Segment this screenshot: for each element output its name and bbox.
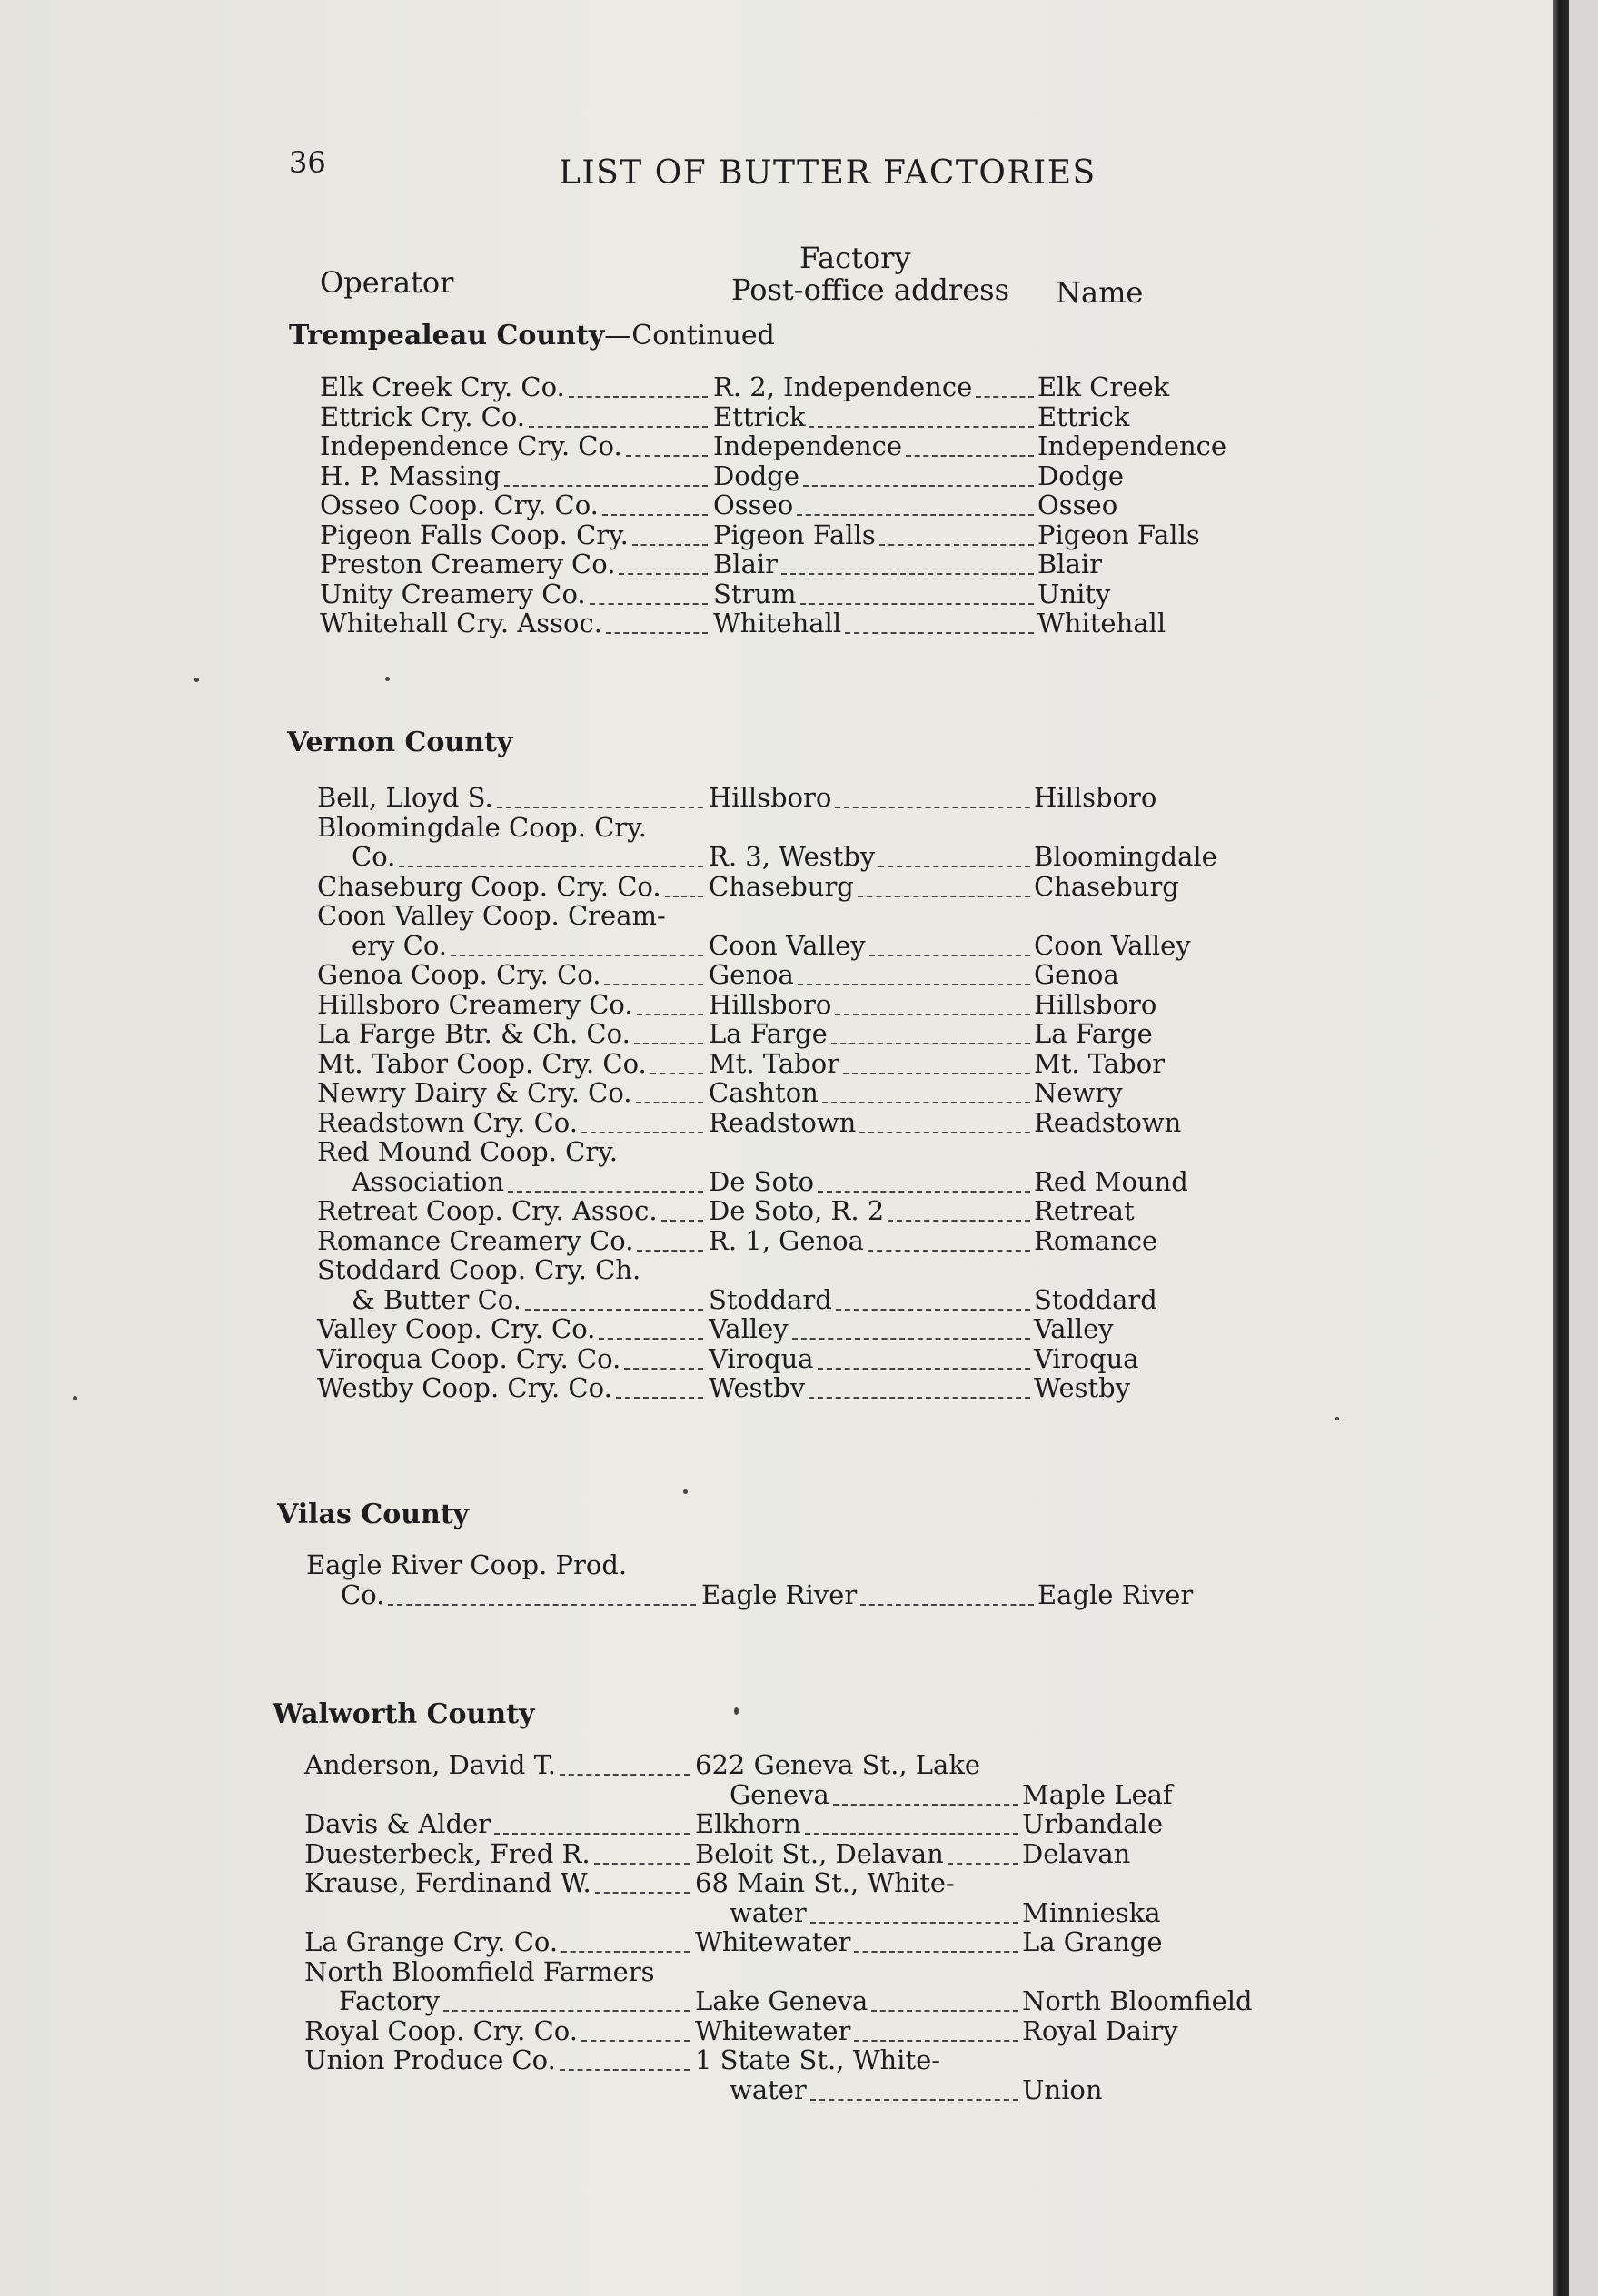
factory-name-cell: Delavan — [1022, 1837, 1131, 1869]
dot-leader — [636, 1100, 703, 1103]
speck — [385, 677, 390, 681]
dot-leader — [581, 2038, 690, 2042]
address-cell: Whitehall — [713, 608, 842, 638]
address-cell: De Soto — [709, 1165, 815, 1197]
address-cell: R. 2, Independence — [713, 371, 973, 402]
operator-cell: Chaseburg Coop. Cry. Co. — [317, 870, 661, 902]
address-cell: Hillsboro — [709, 988, 832, 1020]
operator-cell: H. P. Massing — [320, 460, 501, 491]
factory-name-cell: Union — [1022, 2073, 1103, 2105]
factory-name-cell: Coon Valley — [1034, 929, 1191, 961]
dot-leader — [800, 601, 1034, 605]
dot-leader — [626, 453, 708, 457]
speck — [73, 1396, 77, 1400]
address-cell: 68 Main St., White- — [695, 1867, 955, 1898]
dot-leader — [619, 571, 708, 575]
dot-leader — [624, 1366, 703, 1370]
dot-leader — [835, 805, 1030, 808]
operator-cell: Bell, Lloyd S. — [317, 782, 493, 813]
operator-cell: Hillsboro Creamery Co. — [317, 988, 633, 1020]
dot-leader — [451, 953, 703, 956]
dot-leader — [809, 1395, 1030, 1399]
operator-cell-continued: Association — [352, 1165, 505, 1197]
dot-leader — [637, 1248, 703, 1252]
dot-leader — [616, 1395, 703, 1399]
dot-leader — [560, 2067, 690, 2071]
operator-cell: Anderson, David T. — [304, 1749, 556, 1780]
county-heading — [273, 1698, 534, 1730]
address-cell: Dodge — [713, 460, 800, 491]
address-cell: Coon Valley — [709, 929, 866, 961]
operator-cell: Readstown Cry. Co. — [317, 1106, 578, 1138]
address-cell: De Soto, R. 2 — [709, 1195, 885, 1226]
operator-cell-continued: Factory — [339, 1985, 441, 2016]
dot-leader — [634, 1041, 703, 1044]
operator-cell: Whitehall Cry. Assoc. — [320, 608, 602, 638]
operator-cell: Osseo Coop. Cry. Co. — [320, 490, 599, 520]
address-cell: Lake Geneva — [695, 1985, 868, 2016]
factory-name-cell: Red Mound — [1034, 1165, 1188, 1197]
dot-leader — [508, 1189, 703, 1193]
address-cell: Beloit St., Delavan — [695, 1837, 944, 1869]
address-cell-continued: Geneva — [730, 1778, 829, 1810]
dot-leader — [854, 2038, 1018, 2042]
factory-name-cell: Hillsboro — [1034, 988, 1157, 1020]
factory-name-cell: North Bloomfield — [1022, 1985, 1253, 2016]
dot-leader — [798, 982, 1030, 985]
operator-cell: Mt. Tabor Coop. Cry. Co. — [317, 1047, 647, 1079]
factory-name-cell: Urbandale — [1022, 1808, 1164, 1839]
county-name: Vernon County — [287, 727, 513, 758]
county-name: Walworth County — [273, 1698, 535, 1730]
factory-name-cell: Romance — [1034, 1224, 1158, 1256]
county-heading — [277, 1499, 469, 1530]
dot-leader — [803, 483, 1034, 487]
address-cell: Pigeon Falls — [713, 519, 876, 550]
dot-leader — [529, 424, 708, 428]
dot-leader — [443, 2008, 690, 2012]
factory-name-cell: Bloomingdale — [1034, 841, 1217, 872]
dot-leader — [561, 1949, 690, 1953]
operator-cell: Pigeon Falls Coop. Cry. — [320, 519, 629, 550]
operator-cell: Retreat Coop. Cry. Assoc. — [317, 1195, 658, 1226]
operator-cell: Valley Coop. Cry. Co. — [317, 1313, 596, 1344]
operator-cell: La Farge Btr. & Ch. Co. — [317, 1018, 630, 1049]
address-cell: Viroqua — [709, 1342, 814, 1374]
dot-leader — [604, 982, 703, 985]
speck — [734, 1707, 739, 1715]
dot-leader — [560, 1772, 690, 1776]
dot-leader — [854, 1949, 1018, 1953]
operator-cell: Preston Creamery Co. — [320, 549, 616, 579]
dot-leader — [581, 1130, 703, 1133]
address-cell: Genoa — [709, 959, 794, 990]
dot-leader — [590, 601, 708, 605]
county-name: Vilas County — [277, 1499, 470, 1530]
factory-name-cell: La Farge — [1034, 1018, 1153, 1049]
page-title: LIST OF BUTTER FACTORIES — [559, 154, 1097, 192]
dot-leader — [809, 424, 1034, 428]
dot-leader — [858, 894, 1030, 897]
factory-name-cell: Blair — [1037, 549, 1103, 579]
address-cell: 1 State St., White- — [695, 2044, 941, 2075]
dot-leader — [845, 630, 1034, 634]
dot-leader — [906, 453, 1034, 457]
operator-cell-continued: Co. — [341, 1578, 385, 1610]
operator-cell: Westby Coop. Cry. Co. — [317, 1372, 612, 1403]
operator-cell: Coon Valley Coop. Cream- — [317, 900, 666, 931]
dot-leader — [569, 394, 708, 398]
operator-cell: Stoddard Coop. Cry. Ch. — [317, 1254, 641, 1285]
factory-name-cell: Dodge — [1037, 460, 1125, 491]
factory-name-cell: Eagle River — [1037, 1578, 1194, 1610]
county-name: Trempealeau County — [289, 320, 605, 351]
operator-cell: Newry Dairy & Cry. Co. — [317, 1077, 632, 1108]
dot-leader — [665, 894, 703, 897]
address-cell: Valley — [709, 1313, 789, 1344]
dot-leader — [835, 1012, 1030, 1015]
address-cell-continued: water — [730, 2073, 807, 2105]
dot-leader — [948, 1861, 1018, 1865]
dot-leader — [833, 1802, 1018, 1806]
operator-cell: Union Produce Co. — [304, 2044, 556, 2075]
address-cell: Chaseburg — [709, 870, 854, 902]
county-heading — [289, 320, 775, 351]
dot-leader — [836, 1307, 1030, 1311]
dot-leader — [792, 1336, 1030, 1340]
operator-cell: Red Mound Coop. Cry. — [317, 1136, 618, 1167]
column-header-address: Post-office address — [731, 272, 1009, 307]
dot-leader — [650, 1071, 703, 1074]
factory-name-cell: Maple Leaf — [1022, 1778, 1173, 1810]
factory-name-cell: Pigeon Falls — [1037, 519, 1200, 550]
dot-leader — [976, 394, 1034, 398]
dot-leader — [637, 1012, 703, 1015]
factory-name-cell: Westby — [1034, 1372, 1131, 1403]
operator-cell: Eagle River Coop. Prod. — [306, 1549, 628, 1580]
address-cell: Osseo — [713, 490, 794, 520]
factory-name-cell: Chaseburg — [1034, 870, 1179, 902]
speck — [1335, 1417, 1339, 1420]
dot-leader — [868, 1248, 1030, 1252]
dot-leader — [818, 1189, 1030, 1193]
address-cell: 622 Geneva St., Lake — [695, 1749, 981, 1780]
dot-leader — [810, 2097, 1018, 2101]
operator-cell: Ettrick Cry. Co. — [320, 401, 526, 432]
dot-leader — [869, 953, 1030, 956]
factory-name-cell: Elk Creek — [1037, 371, 1170, 402]
address-cell: Whitewater — [695, 2014, 851, 2046]
address-cell: La Farge — [709, 1018, 828, 1049]
factory-name-cell: Unity — [1037, 578, 1111, 609]
factory-name-cell: Minnieska — [1022, 1896, 1161, 1928]
operator-cell: Romance Creamery Co. — [317, 1224, 634, 1256]
address-cell: Independence — [713, 430, 903, 461]
dot-leader — [871, 2008, 1018, 2012]
operator-cell-continued: & Butter Co. — [352, 1283, 521, 1315]
dot-leader — [860, 1602, 1034, 1606]
page-number: 36 — [289, 145, 326, 180]
dot-leader — [595, 1890, 690, 1894]
operator-cell: Bloomingdale Coop. Cry. — [317, 811, 647, 843]
dot-leader — [399, 864, 703, 867]
column-header-factory: Factory — [799, 241, 911, 275]
operator-cell: Duesterbeck, Fred R. — [304, 1837, 591, 1869]
dot-leader — [599, 1336, 703, 1340]
address-cell: Cashton — [709, 1077, 819, 1108]
dot-leader — [879, 542, 1034, 546]
factory-name-cell: Whitehall — [1037, 608, 1166, 638]
factory-name-cell: Retreat — [1034, 1195, 1135, 1226]
factory-name-cell: La Grange — [1022, 1926, 1163, 1957]
factory-name-cell: Viroqua — [1034, 1342, 1139, 1374]
factory-name-cell: Valley — [1034, 1313, 1114, 1344]
factory-name-cell: Hillsboro — [1034, 782, 1157, 813]
operator-cell-continued: Co. — [352, 841, 396, 872]
dot-leader — [388, 1602, 696, 1606]
operator-cell-continued: ery Co. — [352, 929, 447, 961]
page-header — [0, 145, 1544, 200]
operator-cell: Genoa Coop. Cry. Co. — [317, 959, 601, 990]
dot-leader — [606, 630, 708, 634]
dot-leader — [497, 805, 703, 808]
address-cell: Hillsboro — [709, 782, 832, 813]
dot-leader — [525, 1307, 703, 1311]
address-cell: R. 3, Westby — [709, 841, 876, 872]
dot-leader — [632, 542, 708, 546]
address-cell: R. 1, Genoa — [709, 1224, 864, 1256]
page-edge — [1569, 0, 1598, 2296]
address-cell: Readstown — [709, 1106, 857, 1138]
speck — [194, 678, 199, 682]
address-cell: Ettrick — [713, 401, 806, 432]
address-cell: Whitewater — [695, 1926, 851, 1957]
dot-leader — [843, 1071, 1030, 1074]
dot-leader — [494, 1831, 690, 1835]
column-header-operator: Operator — [320, 265, 454, 300]
dot-leader — [602, 512, 708, 516]
operator-cell: Viroqua Coop. Cry. Co. — [317, 1342, 621, 1374]
binding-shadow — [1553, 0, 1569, 2296]
speck — [683, 1489, 688, 1494]
address-cell: Mt. Tabor — [709, 1047, 840, 1079]
factory-name-cell: Mt. Tabor — [1034, 1047, 1166, 1079]
dot-leader — [878, 864, 1030, 867]
operator-cell: La Grange Cry. Co. — [304, 1926, 559, 1957]
dot-leader — [594, 1861, 690, 1865]
factory-name-cell: Osseo — [1037, 490, 1118, 520]
county-heading — [287, 727, 512, 758]
operator-cell: Davis & Alder — [304, 1808, 491, 1839]
operator-cell: North Bloomfield Farmers — [304, 1955, 655, 1987]
dot-leader — [822, 1100, 1030, 1103]
operator-cell: Elk Creek Cry. Co. — [320, 371, 565, 402]
operator-cell: Krause, Ferdinand W. — [304, 1867, 591, 1898]
dot-leader — [810, 1920, 1018, 1924]
address-cell: Eagle River — [701, 1578, 858, 1610]
address-cell: Blair — [713, 549, 779, 579]
address-cell-continued: water — [730, 1896, 807, 1928]
factory-name-cell: Genoa — [1034, 959, 1119, 990]
dot-leader — [805, 1831, 1018, 1835]
dot-leader — [781, 571, 1034, 575]
factory-name-cell: Royal Dairy — [1022, 2014, 1178, 2046]
dot-leader — [504, 483, 708, 487]
address-cell: Strum — [713, 578, 797, 609]
dot-leader — [859, 1130, 1030, 1133]
factory-name-cell: Ettrick — [1037, 401, 1130, 432]
factory-name-cell: Independence — [1037, 430, 1227, 461]
dot-leader — [661, 1218, 703, 1222]
operator-cell: Royal Coop. Cry. Co. — [304, 2014, 578, 2046]
dot-leader — [818, 1366, 1030, 1370]
factory-name-cell: Newry — [1034, 1077, 1123, 1108]
dot-leader — [797, 512, 1034, 516]
operator-cell: Independence Cry. Co. — [320, 430, 622, 461]
address-cell: Westbv — [709, 1372, 806, 1403]
address-cell: Elkhorn — [695, 1808, 801, 1839]
operator-cell: Unity Creamery Co. — [320, 578, 586, 609]
address-cell: Stoddard — [709, 1283, 832, 1315]
dot-leader — [888, 1218, 1030, 1222]
dot-leader — [831, 1041, 1030, 1044]
column-header-name: Name — [1056, 275, 1144, 310]
county-continued: —Continued — [604, 320, 775, 351]
factory-name-cell: Stoddard — [1034, 1283, 1157, 1315]
factory-name-cell: Readstown — [1034, 1106, 1182, 1138]
